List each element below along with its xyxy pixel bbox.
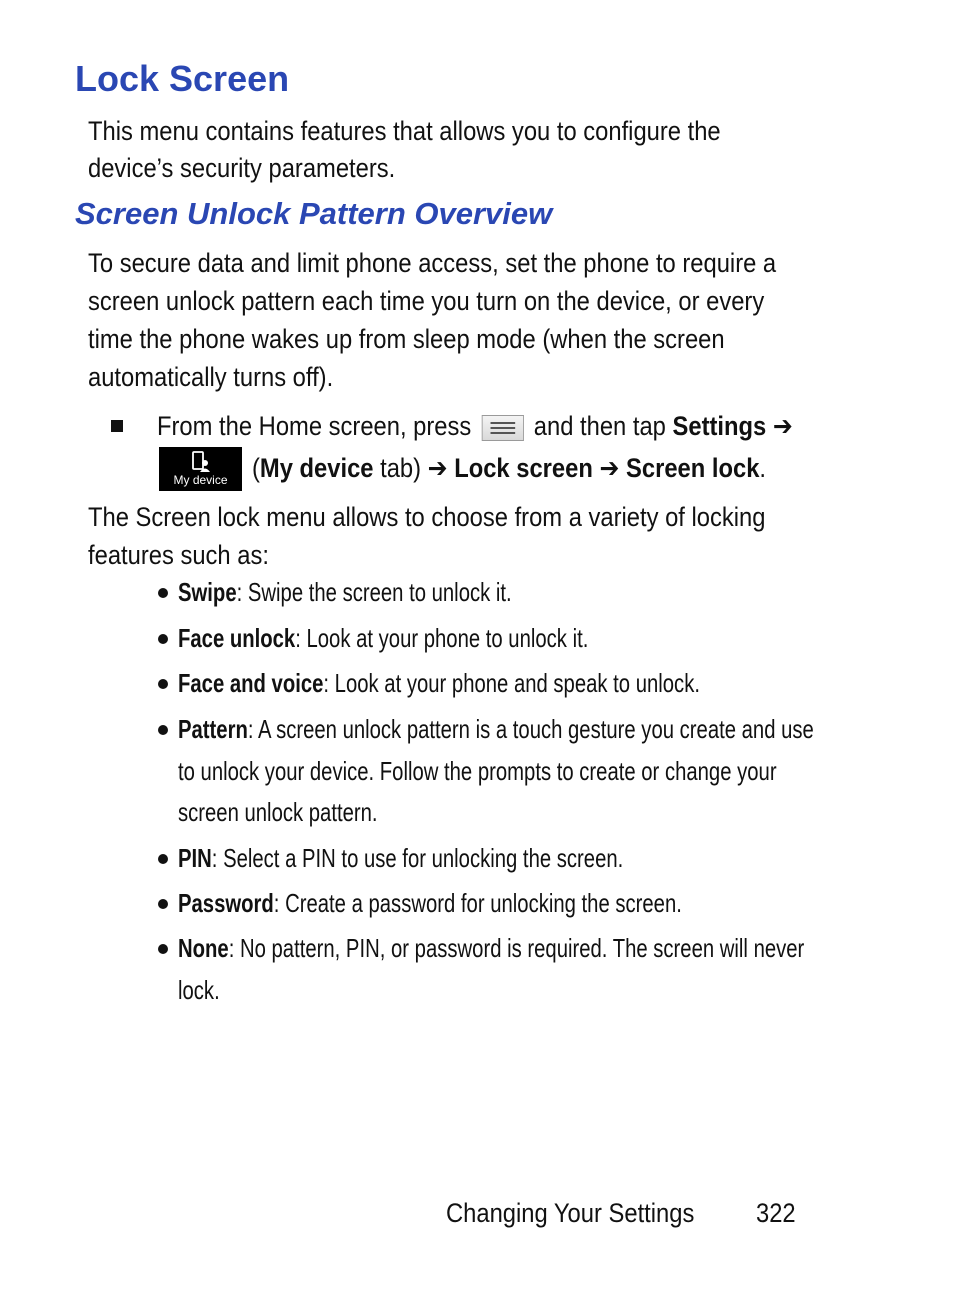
paragraph1-line-3: time the phone wakes up from sleep mode (when the screen	[88, 324, 725, 354]
feature-desc: : Look at your phone to unlock it.	[295, 623, 589, 653]
feature-desc: : Create a password for unlocking the screen.	[273, 888, 682, 918]
paragraph2-line-2: features such as:	[88, 540, 269, 570]
feature-name: None	[178, 933, 229, 963]
intro-line-1: This menu contains features that allows you to configure the	[88, 116, 721, 146]
footer-section: Changing Your Settings	[446, 1198, 695, 1228]
step-lock-screen: Lock screen	[454, 453, 593, 483]
my-device-label: My device	[173, 473, 228, 487]
page-title: Lock Screen	[75, 58, 290, 99]
paren-open: (	[252, 453, 260, 483]
list-bullet	[158, 944, 168, 954]
list-item-face-unlock	[178, 617, 588, 659]
feature-desc: : A screen unlock pattern is a touch gesture you create and use	[247, 714, 814, 744]
feature-name: Password	[178, 888, 274, 918]
step-bullet	[111, 420, 123, 432]
step-line-1	[157, 406, 793, 446]
intro-line-2: device’s security parameters.	[88, 153, 396, 183]
list-bullet	[158, 634, 168, 644]
arrow-icon: ➔	[427, 453, 448, 483]
feature-desc: : Look at your phone and speak to unlock.	[323, 668, 700, 698]
paragraph1-line-4: automatically turns off).	[88, 362, 334, 392]
list-bullet	[158, 899, 168, 909]
paragraph2-line-1: The Screen lock menu allows to choose from a variety of locking	[88, 502, 766, 532]
feature-name: Face and voice	[178, 668, 324, 698]
step-text-and-then-tap: and then tap	[533, 411, 666, 441]
footer-page-number: 322	[756, 1198, 796, 1228]
list-item-password	[178, 882, 682, 924]
paragraph1-line-1: To secure data and limit phone access, set the phone to require a	[88, 248, 777, 278]
arrow-icon: ➔	[599, 453, 620, 483]
feature-name: Pattern	[178, 714, 248, 744]
step-text-press: From the Home screen, press	[157, 411, 472, 441]
step-my-device: My device	[259, 453, 374, 483]
list-item-swipe	[178, 571, 512, 613]
list-item-pattern-line-3: screen unlock pattern.	[178, 797, 378, 827]
step-line-2	[252, 448, 766, 488]
list-bullet	[158, 854, 168, 864]
section-subtitle: Screen Unlock Pattern Overview	[75, 196, 553, 231]
list-item-pattern	[178, 708, 814, 750]
feature-name: PIN	[178, 843, 212, 873]
list-item-pattern-line-2: to unlock your device. Follow the prompts to create or change your	[178, 756, 777, 786]
feature-name: Face unlock	[178, 623, 296, 653]
step-tab: tab)	[373, 453, 422, 483]
step-period: .	[759, 453, 767, 483]
paragraph1-line-2: screen unlock pattern each time you turn on the device, or every	[88, 286, 765, 316]
list-item-pin	[178, 837, 623, 879]
phone-person-icon	[190, 451, 212, 473]
my-device-tab-icon	[159, 447, 242, 491]
step-screen-lock: Screen lock	[626, 453, 760, 483]
feature-name: Swipe	[178, 577, 237, 607]
menu-key-icon	[481, 415, 523, 441]
list-bullet	[158, 679, 168, 689]
list-item-face-and-voice	[178, 662, 700, 704]
step-settings: Settings	[672, 411, 767, 441]
list-bullet	[158, 588, 168, 598]
list-item-none-line-2: lock.	[178, 975, 220, 1005]
feature-desc: : Swipe the screen to unlock it.	[236, 577, 512, 607]
list-item-none	[178, 927, 804, 969]
arrow-icon: ➔	[772, 411, 793, 441]
feature-desc: : Select a PIN to use for unlocking the screen.	[211, 843, 624, 873]
feature-desc: : No pattern, PIN, or password is required. The screen will never	[228, 933, 805, 963]
list-bullet	[158, 725, 168, 735]
